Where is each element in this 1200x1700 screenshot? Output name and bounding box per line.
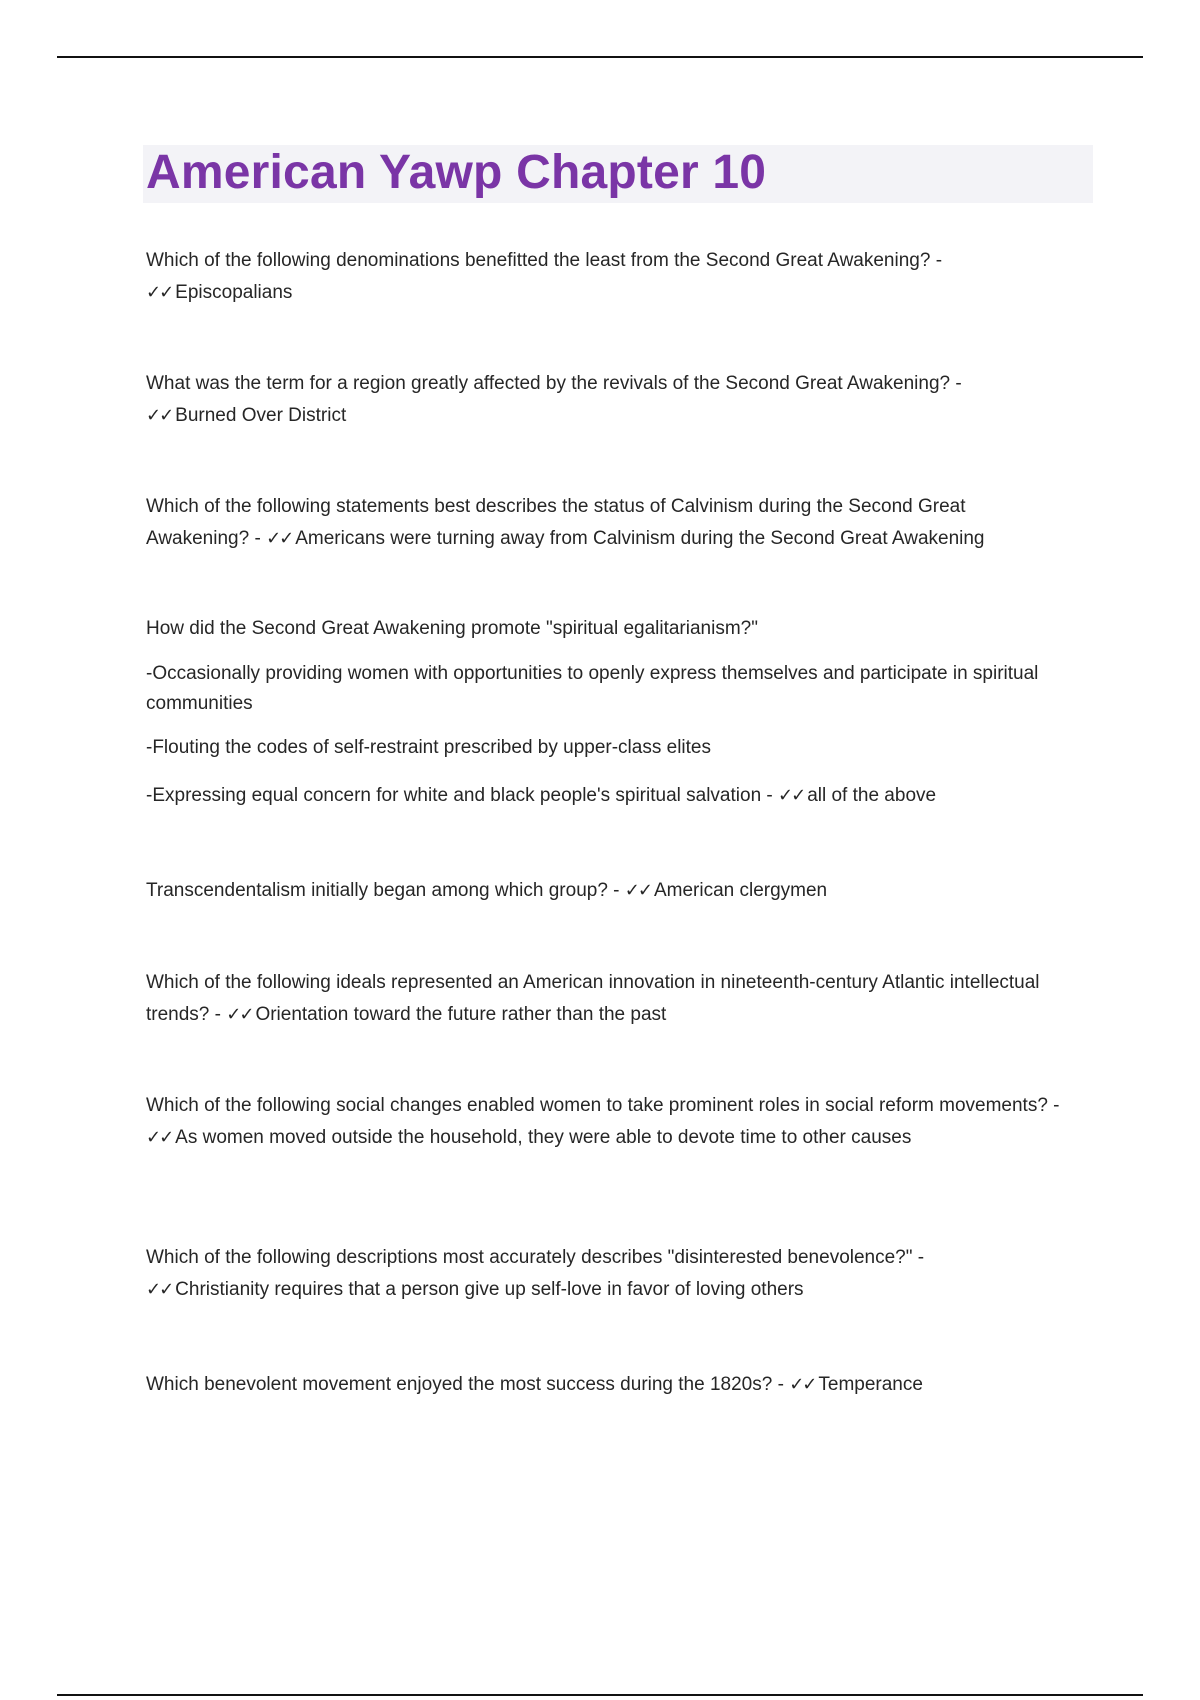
option-text: -Flouting the codes of self-restraint prescribed by upper-class elites — [146, 737, 711, 758]
check-icon: ✓✓ — [226, 1004, 253, 1025]
question-text: Transcendentalism initially began among which group? - — [146, 880, 620, 901]
question-text: How did the Second Great Awakening promote "spiritual egalitarianism?" — [146, 618, 758, 639]
page-title: American Yawp Chapter 10 — [146, 146, 767, 199]
answer-text: Episcopalians — [175, 282, 293, 303]
question-text: Which of the following social changes enabled women to take prominent roles in social reform movements? - — [146, 1095, 1060, 1116]
answer-text: American clergymen — [653, 880, 828, 901]
qa-item-4-option-1 — [146, 659, 1066, 719]
check-icon: ✓✓ — [146, 1127, 173, 1148]
option-text: -Expressing equal concern for white and black people's spiritual salvation - — [146, 785, 773, 806]
check-icon: ✓✓ — [778, 785, 805, 806]
question-text: Which of the following statements best describes the status of Calvinism during the Second Great Awakening? - — [146, 496, 966, 549]
qa-item-4-option-2 — [146, 733, 1066, 763]
qa-item-4-question — [146, 614, 1066, 644]
check-icon: ✓✓ — [146, 282, 173, 303]
answer-text: Burned Over District — [175, 405, 347, 426]
qa-item-2 — [146, 368, 1066, 432]
check-icon: ✓✓ — [789, 1374, 816, 1395]
check-icon: ✓✓ — [624, 880, 651, 901]
qa-item-8 — [146, 1242, 1066, 1306]
top-rule — [57, 56, 1143, 58]
bottom-rule — [57, 1694, 1143, 1696]
check-icon: ✓✓ — [146, 1279, 173, 1300]
answer-text: Temperance — [818, 1374, 923, 1395]
question-text: What was the term for a region greatly affected by the revivals of the Second Great Awakening? - — [146, 373, 962, 394]
answer-text: As women moved outside the household, they were able to devote time to other causes — [175, 1127, 912, 1148]
qa-item-6 — [146, 967, 1066, 1031]
answer-text: all of the above — [807, 785, 937, 806]
answer-text: Americans were turning away from Calvinism during the Second Great Awakening — [295, 528, 985, 549]
check-icon: ✓✓ — [266, 528, 293, 549]
question-text: Which of the following descriptions most accurately describes "disinterested benevolence?" - — [146, 1247, 925, 1268]
qa-item-4-option-3 — [146, 781, 1066, 811]
answer-text: Orientation toward the future rather than the past — [255, 1004, 667, 1025]
qa-item-7 — [146, 1090, 1066, 1154]
question-text: Which of the following denominations benefitted the least from the Second Great Awakening? - — [146, 250, 943, 271]
question-text: Which of the following ideals represented an American innovation in nineteenth-century Atlantic intellectual trends? - — [146, 972, 1040, 1025]
option-text: -Occasionally providing women with opportunities to openly express themselves and participate in spiritual communities — [146, 663, 1039, 714]
question-text: Which benevolent movement enjoyed the most success during the 1820s? - — [146, 1374, 784, 1395]
qa-item-5 — [146, 875, 1066, 907]
check-icon: ✓✓ — [146, 405, 173, 426]
qa-item-1 — [146, 245, 1066, 309]
qa-item-3 — [146, 491, 1066, 555]
answer-text: Christianity requires that a person give up self-love in favor of loving others — [175, 1279, 804, 1300]
qa-item-9 — [146, 1369, 1066, 1401]
